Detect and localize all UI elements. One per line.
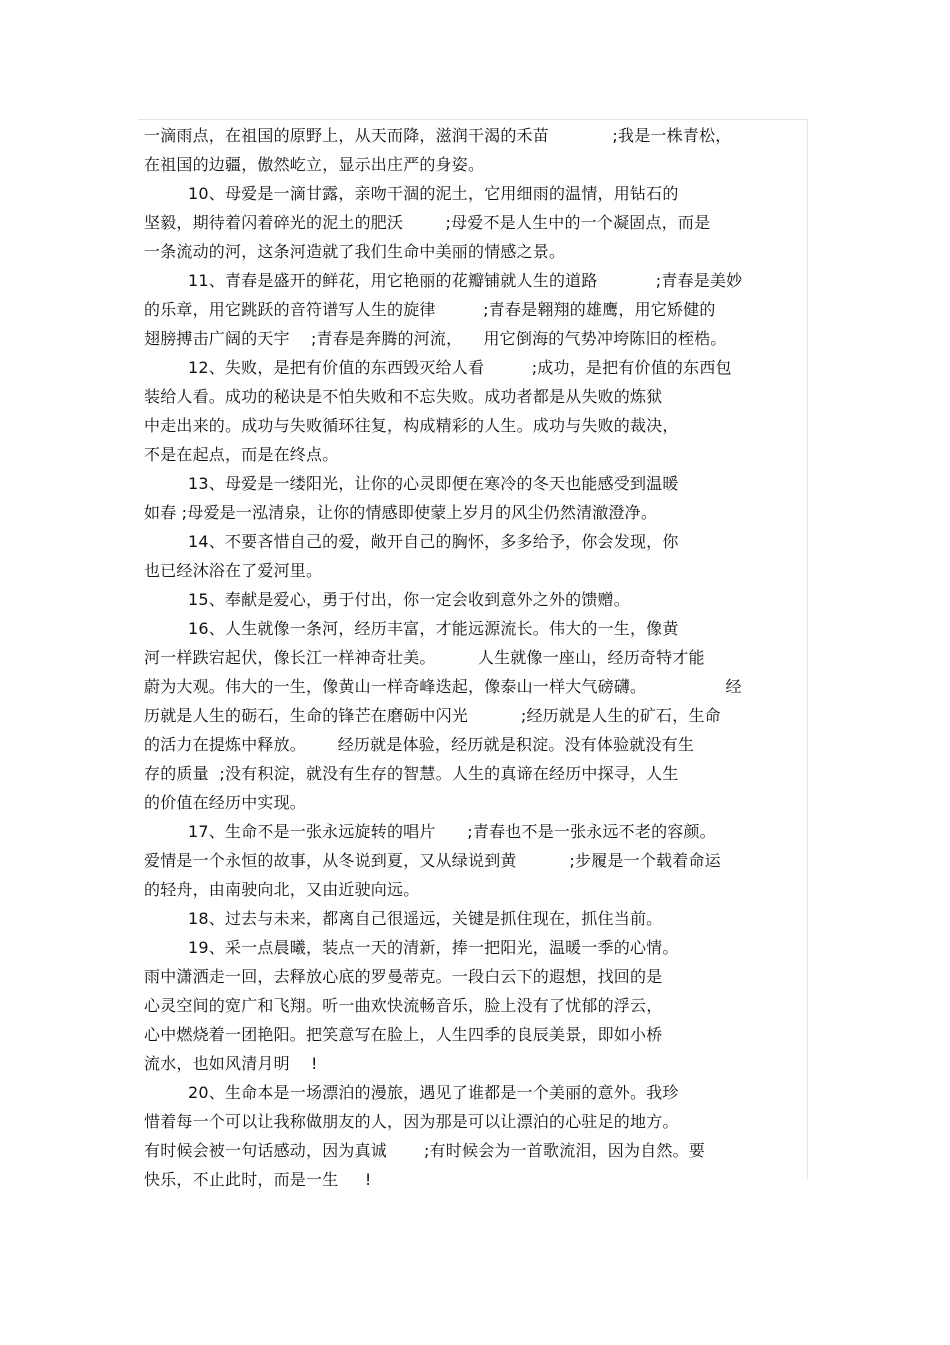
text-line: 如春 ;母爱是一泓清泉，让你的情感即使蒙上岁月的风尘仍然清澈澄净。 <box>144 503 658 522</box>
text-line: 有时候会被一句话感动，因为真诚 ;有时候会为一首歌流泪，因为自然。要 <box>144 1141 705 1160</box>
text-line: 16、人生就像一条河，经历丰富，才能远源流长。伟大的一生，像黄 <box>188 619 679 638</box>
text-line: 历就是人生的砺石，生命的锋芒在磨砺中闪光 ;经历就是人生的矿石，生命 <box>144 706 721 725</box>
text-line: 17、生命不是一张永远旋转的唱片 ;青春也不是一张永远不老的容颜。 <box>188 822 716 841</box>
text-line: 的价值在经历中实现。 <box>144 793 307 812</box>
text-line: 10、母爱是一滴甘露，亲吻干涸的泥土，它用细雨的温情，用钻石的 <box>188 184 679 203</box>
text-line: 中走出来的。成功与失败循环往复，构成精彩的人生。成功与失败的裁决， <box>144 416 679 435</box>
text-line: 19、采一点晨曦，装点一天的清新，捧一把阳光，温暖一季的心情。 <box>188 938 679 957</box>
text-line: 蔚为大观。伟大的一生，像黄山一样奇峰迭起，像泰山一样大气磅礴。 经 <box>144 677 742 696</box>
text-line: 13、母爱是一缕阳光，让你的心灵即便在寒冷的冬天也能感受到温暖 <box>188 474 679 493</box>
text-line: 快乐，不止此时，而是一生 ! <box>144 1170 372 1189</box>
text-line: 的乐章，用它跳跃的音符谱写人生的旋律 ;青春是翱翔的雄鹰，用它矫健的 <box>144 300 716 319</box>
text-line: 爱情是一个永恒的故事，从冬说到夏，又从绿说到黄 ;步履是一个载着命运 <box>144 851 721 870</box>
text-line: 河一样跌宕起伏，像长江一样神奇壮美。 人生就像一座山，经历奇特才能 <box>144 648 705 667</box>
text-line: 心中燃烧着一团艳阳。把笑意写在脸上，人生四季的良辰美景，即如小桥 <box>144 1025 663 1044</box>
text-line: 一滴雨点，在祖国的原野上，从天而降，滋润干渴的禾苗 ;我是一株青松， <box>144 126 732 145</box>
text-line: 不是在起点，而是在终点。 <box>144 445 339 464</box>
text-line: 在祖国的边疆，傲然屹立，显示出庄严的身姿。 <box>144 155 485 174</box>
text-line: 15、奉献是爱心，勇于付出，你一定会收到意外之外的馈赠。 <box>188 590 630 609</box>
text-line: 存的质量 ;没有积淀，就没有生存的智慧。人生的真谛在经历中探寻，人生 <box>144 764 679 783</box>
text-line: 心灵空间的宽广和飞翔。听一曲欢快流畅音乐，脸上没有了忧郁的浮云， <box>144 996 663 1015</box>
text-line: 坚毅，期待着闪着碎光的泥土的肥沃 ;母爱不是人生中的一个凝固点，而是 <box>144 213 711 232</box>
text-line: 20、生命本是一场漂泊的漫旅，遇见了谁都是一个美丽的意外。我珍 <box>188 1083 679 1102</box>
text-line: 12、失败，是把有价值的东西毁灭给人看 ;成功，是把有价值的东西包 <box>188 358 732 377</box>
text-line: 的活力在提炼中释放。 经历就是体验，经历就是积淀。没有体验就没有生 <box>144 735 695 754</box>
text-line: 翅膀搏击广阔的天宇 ;青春是奔腾的河流， 用它倒海的气势冲垮陈旧的桎梏。 <box>144 329 727 348</box>
page-border-top <box>138 119 808 120</box>
text-line: 也已经沐浴在了爱河里。 <box>144 561 323 580</box>
text-line: 的轻舟，由南驶向北，又由近驶向远。 <box>144 880 420 899</box>
body-text <box>144 121 814 1194</box>
text-line: 一条流动的河，这条河造就了我们生命中美丽的情感之景。 <box>144 242 566 261</box>
text-line: 惜着每一个可以让我称做朋友的人，因为那是可以让漂泊的心驻足的地方。 <box>144 1112 679 1131</box>
text-line: 14、不要吝惜自己的爱，敞开自己的胸怀，多多给予，你会发现，你 <box>188 532 679 551</box>
text-line: 11、青春是盛开的鲜花，用它艳丽的花瓣铺就人生的道路 ;青春是美妙 <box>188 271 743 290</box>
text-line: 装给人看。成功的秘诀是不怕失败和不忘失败。成功者都是从失败的炼狱 <box>144 387 663 406</box>
text-line: 流水，也如风清月明 ! <box>144 1054 318 1073</box>
text-line: 雨中潇洒走一回，去释放心底的罗曼蒂克。一段白云下的遐想，找回的是 <box>144 967 663 986</box>
text-line: 18、过去与未来，都离自己很遥远，关键是抓住现在，抓住当前。 <box>188 909 663 928</box>
